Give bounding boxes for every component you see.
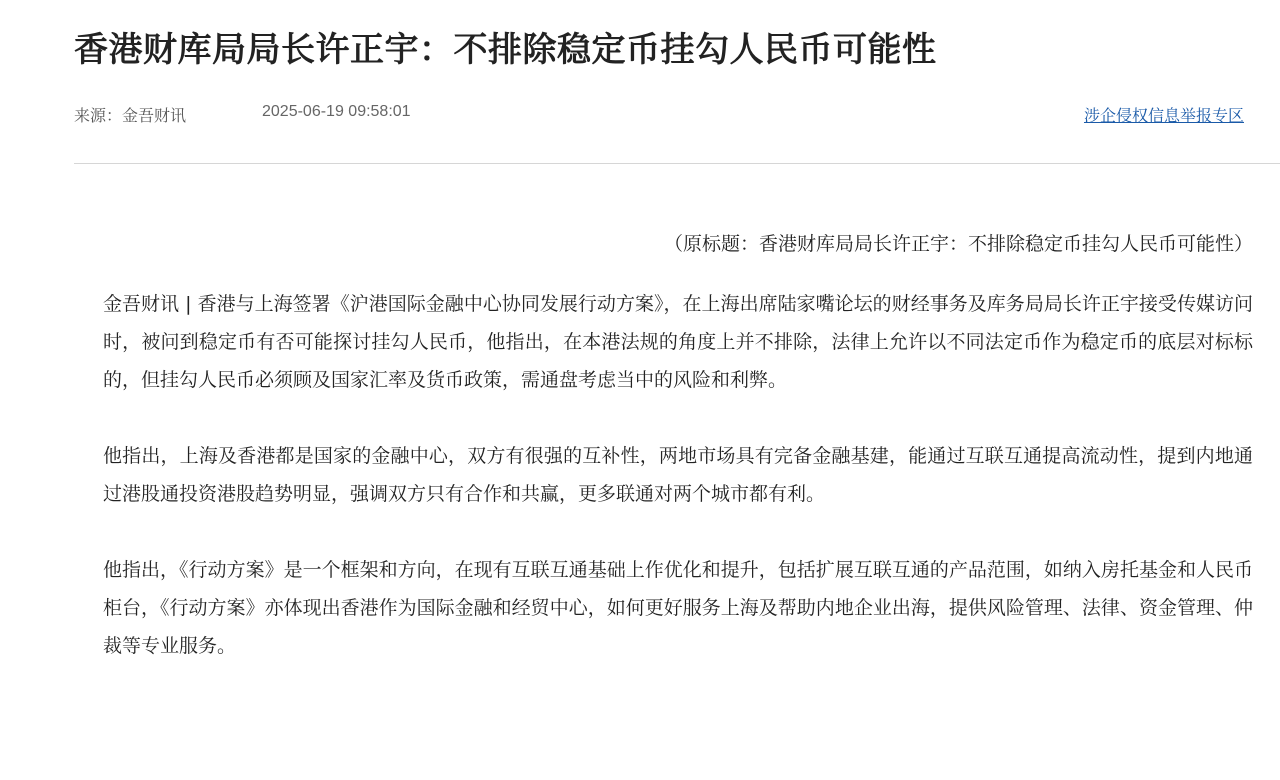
report-infringement-link[interactable]: 涉企侵权信息举报专区: [1083, 106, 1244, 125]
article-source: 来源：金吾财讯: [74, 106, 187, 125]
article-body: [103, 225, 1253, 703]
article-title: 香港财库局局长许正宇：不排除稳定币挂勾人民币可能性: [74, 30, 937, 70]
publish-date: 2025-06-19 09:58:01: [262, 103, 411, 120]
article-paragraph: 他指出，上海及香港都是国家的金融中心，双方有很强的互补性，两地市场具有完备金融基建，能通过互联互通提高流动性，提到内地通过港股通投资港股趋势明显，强调双方只有合作和共赢，更多联通对两个城市都有利。: [103, 445, 1253, 505]
article-meta: [74, 103, 1244, 127]
article-paragraph: 金吾财讯 | 香港与上海签署《沪港国际金融中心协同发展行动方案》，在上海出席陆家嘴论坛的财经事务及库务局局长许正宇接受传媒访问时，被问到稳定币有否可能探讨挂勾人民币，他指出，在本港法规的角度上并不排除，法律上允许以不同法定币作为稳定币的底层对标标的，但挂勾人民币必须顾及国家汇率及货币政策，需通盘考虑当中的风险和利弊。: [103, 293, 1253, 391]
article-paragraph: 他指出，《行动方案》是一个框架和方向，在现有互联互通基础上作优化和提升，包括扩展互联互通的产品范围，如纳入房托基金和人民币柜台，《行动方案》亦体现出香港作为国际金融和经贸中心，如何更好服务上海及帮助内地企业出海，提供风险管理、法律、资金管理、仲裁等专业服务。: [103, 559, 1253, 657]
header-divider: [74, 163, 1280, 164]
original-title: （原标题：香港财库局局长许正宇：不排除稳定币挂勾人民币可能性）: [663, 233, 1253, 255]
